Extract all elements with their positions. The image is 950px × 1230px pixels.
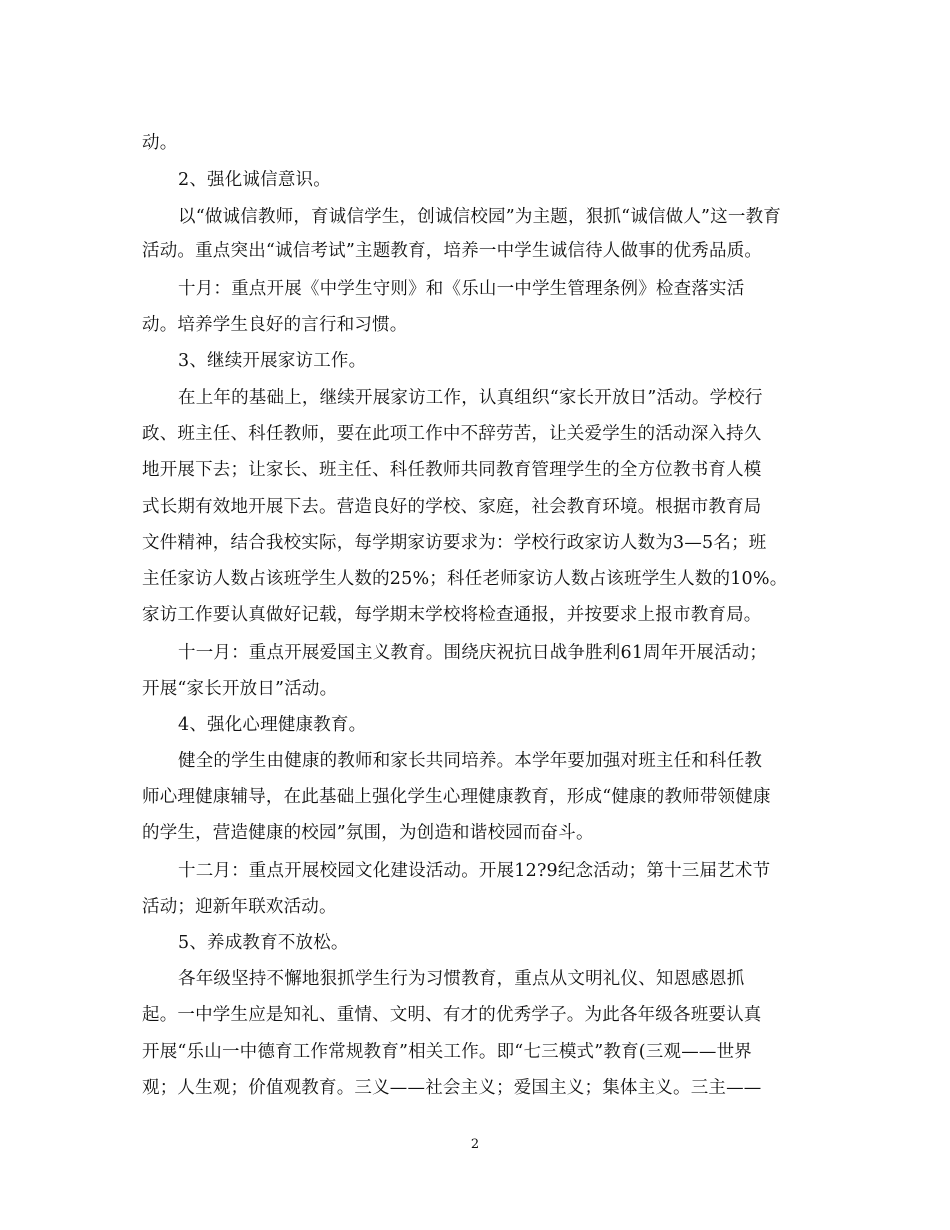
paragraph-line: 开展“乐山一中德育工作常规教育”相关工作。即“七三模式”教育(三观——世界: [142, 1042, 753, 1062]
paragraph-line: 师心理健康辅导，在此基础上强化学生心理健康教育，形成“健康的教师带领健康: [142, 787, 771, 807]
section-heading: 3、继续开展家访工作。: [178, 351, 367, 371]
paragraph-line: 十一月：重点开展爱国主义教育。围绕庆祝抗日战争胜利61周年开展活动；: [178, 643, 768, 663]
paragraph-line: 起。一中学生应是知礼、重情、文明、有才的优秀学子。为此各年级各班要认真: [142, 1005, 762, 1025]
paragraph-line: 十月：重点开展《中学生守则》和《乐山一中学生管理条例》检查落实活: [178, 279, 745, 299]
paragraph-line: 文件精神，结合我校实际，每学期家访要求为：学校行政家访人数为3—5名；班: [142, 533, 767, 553]
section-heading: 5、养成教育不放松。: [178, 933, 349, 953]
paragraph-line: 地开展下去；让家长、班主任、科任教师共同教育管理学生的全方位教书育人模: [142, 460, 762, 480]
paragraph-line: 各年级坚持不懈地狠抓学生行为习惯教育，重点从文明礼仪、知恩感恩抓: [178, 969, 745, 989]
paragraph-line: 健全的学生由健康的教师和家长共同培养。本学年要加强对班主任和科任教: [178, 751, 763, 771]
paragraph-line: 动。: [142, 133, 178, 153]
paragraph-line: 十二月：重点开展校园文化建设活动。开展12?9纪念活动；第十三届艺术节: [178, 861, 771, 881]
paragraph-line: 的学生，营造健康的校园”氛围，为创造和谐校园而奋斗。: [142, 823, 594, 843]
paragraph-line: 活动；迎新年联欢活动。: [142, 897, 337, 917]
paragraph-line: 在上年的基础上，继续开展家访工作，认真组织“家长开放日”活动。学校行: [178, 388, 763, 408]
paragraph-line: 家访工作要认真做好记载，每学期末学校将检查通报，并按要求上报市教育局。: [142, 605, 762, 625]
section-heading: 4、强化心理健康教育。: [178, 715, 367, 735]
paragraph-line: 以“做诚信教师，育诚信学生，创诚信校园”为主题，狠抓“诚信做人”这一教育: [178, 207, 781, 227]
page-number: 2: [470, 1137, 480, 1152]
paragraph-line: 活动。重点突出“诚信考试”主题教育，培养一中学生诚信待人做事的优秀品质。: [142, 241, 763, 261]
paragraph-line: 观；人生观；价值观教育。三义——社会主义；爱国主义；集体主义。三主——: [142, 1078, 762, 1098]
paragraph-line: 开展“家长开放日”活动。: [142, 679, 338, 699]
paragraph-line: 主任家访人数占该班学生人数的25%；科任老师家访人数占该班学生人数的10%。: [142, 569, 788, 589]
paragraph-line: 式长期有效地开展下去。营造良好的学校、家庭，社会教育环境。根据市教育局: [142, 497, 762, 517]
section-heading: 2、强化诚信意识。: [178, 170, 331, 190]
paragraph-line: 政、班主任、科任教师，要在此项工作中不辞劳苦，让关爱学生的活动深入持久: [142, 424, 762, 444]
paragraph-line: 动。培养学生良好的言行和习惯。: [142, 315, 408, 335]
